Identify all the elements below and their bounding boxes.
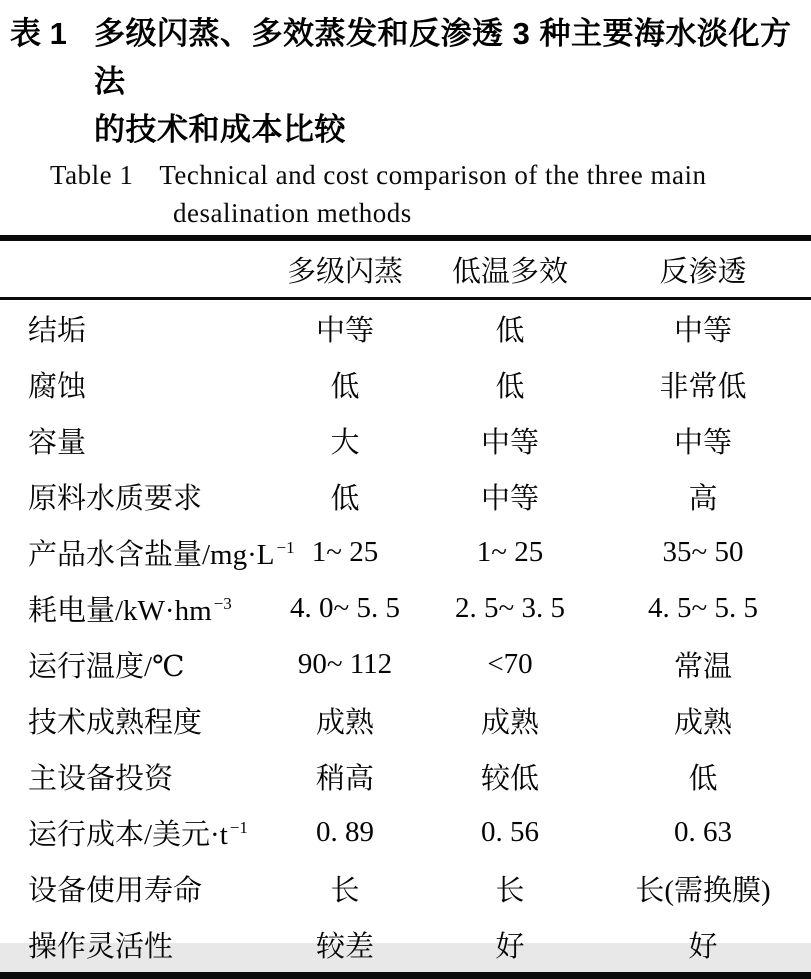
table-row [0,636,811,692]
label-superscript: −3 [213,593,232,613]
table-row [0,916,811,976]
table-number-zh: 表 1 [10,16,67,51]
row-label: 运行成本/美元·t $^{-1}$ [28,817,248,851]
row-label: 腐蚀 [28,370,87,403]
cell-msf: 成熟 [315,706,374,739]
caption-en-line1-text: Technical and cost comparison of the three main [159,160,707,190]
cell-ro: 常温 [673,650,732,683]
table-row [0,299,811,357]
table-row [0,356,811,412]
table-row [0,692,811,748]
caption-en-line2: desalination methods [173,198,412,228]
row-label: 操作灵活性 [28,930,174,963]
table-row [0,804,811,860]
cell-ro: 好 [688,930,718,963]
cell-msf: 低 [330,482,360,515]
caption-en-line1 [0,156,811,194]
table-caption-en [0,156,811,232]
row-label: 耗电量/kW·hm $^{-3}$ [28,593,232,627]
label-superscript: −1 [229,817,248,837]
header-empty-cell [0,238,265,299]
table-header-row [0,238,811,299]
cell-med: <70 [487,647,533,680]
row-label: 原料水质要求 [28,482,203,515]
cell-ro: 0. 63 [674,815,732,848]
cell-msf: 中等 [315,314,374,347]
cell-msf: 稍高 [315,762,374,795]
table-row [0,860,811,916]
row-label: 容量 [28,426,87,459]
header-med: 低温多效 [425,238,595,299]
cell-msf: 长 [330,874,360,907]
cell-msf: 90~ 112 [297,647,393,680]
header-ro: 反渗透 [595,238,811,299]
cell-ro: 35~ 50 [662,535,744,568]
cell-ro: 长(需换膜) [635,874,771,907]
cell-msf: 大 [330,426,360,459]
caption-zh-line2: 的技术和成本比较 [94,112,346,147]
row-label: 技术成熟程度 [28,706,203,739]
cell-ro: 高 [688,482,718,515]
row-label: 产品水含盐量/mg·L $^{-1}$ [28,537,295,571]
cell-med: 1~ 25 [476,535,544,568]
cell-msf: 1~ 25 [311,535,379,568]
cell-med: 成熟 [480,706,539,739]
table-row [0,748,811,804]
row-label: 结垢 [28,314,87,347]
cell-msf: 0. 89 [316,815,374,848]
cell-med: 长 [495,874,525,907]
cell-med: 好 [495,930,525,963]
table-row [0,412,811,468]
table-caption-zh [0,0,811,154]
cell-med: 低 [495,314,525,347]
cell-ro: 低 [688,762,718,795]
comparison-table [0,235,811,979]
table-row [0,524,811,580]
header-msf: 多级闪蒸 [265,238,425,299]
cell-ro: 非常低 [659,370,747,403]
cell-med: 中等 [480,482,539,515]
table-number-en: Table 1 [50,160,134,190]
cell-ro: 中等 [673,426,732,459]
table-row [0,468,811,524]
cell-med: 低 [495,370,525,403]
caption-zh-line1: 多级闪蒸、多效蒸发和反渗透 3 种主要海水淡化方法 [94,16,792,99]
cell-msf: 低 [330,370,360,403]
cell-ro: 中等 [673,314,732,347]
cell-msf: 较差 [315,930,374,963]
cell-med: 中等 [480,426,539,459]
row-label: 运行温度/℃ [28,650,185,683]
cell-med: 0. 56 [481,815,539,848]
label-superscript: −1 [276,537,295,557]
cell-ro: 成熟 [673,706,732,739]
table-row [0,580,811,636]
row-label: 设备使用寿命 [28,874,203,907]
cell-msf: 4. 0~ 5. 5 [290,591,400,624]
cell-med: 2. 5~ 3. 5 [455,591,565,624]
row-label: 主设备投资 [28,762,174,795]
table-caption-zh-text [94,10,805,154]
cell-ro: 4. 5~ 5. 5 [648,591,758,624]
cell-med: 较低 [480,762,539,795]
